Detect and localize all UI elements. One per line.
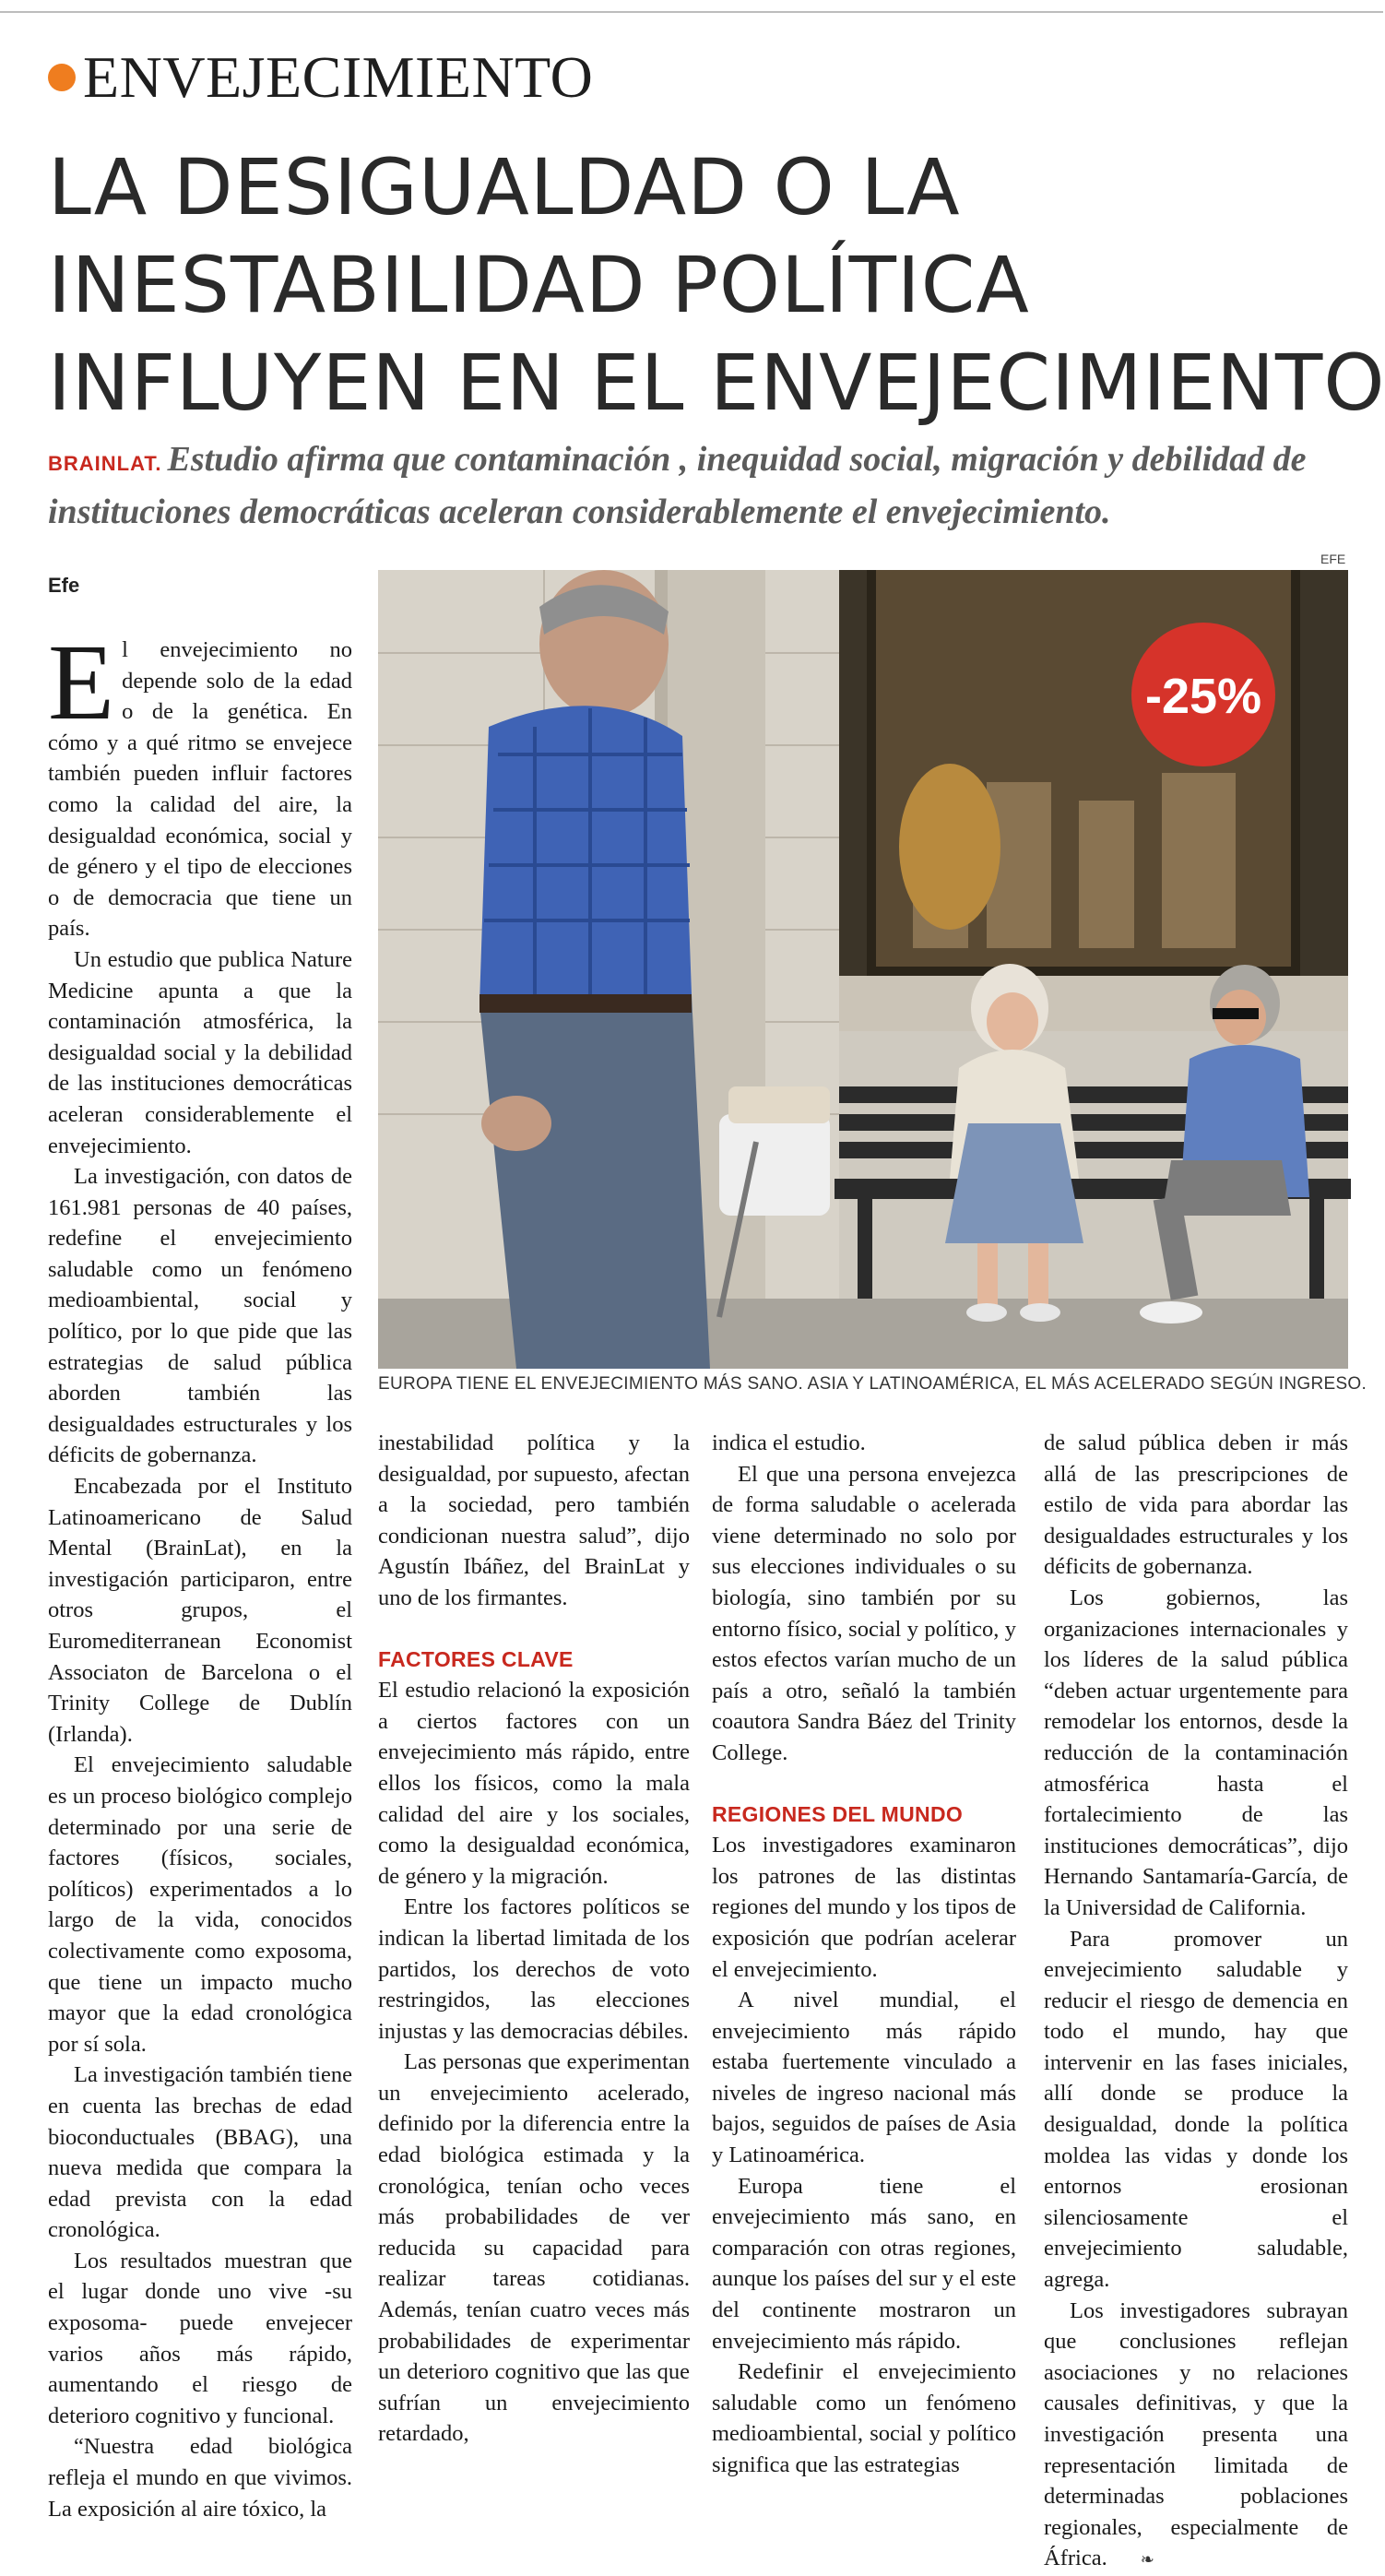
photo-credit: EFE xyxy=(1320,552,1346,566)
headline xyxy=(48,138,1385,432)
deck-text: Estudio afirma que contaminación , inequidad social, migración y debilidad de instituciones democráticas aceleran considerablemente el envejecimiento. xyxy=(48,440,1307,531)
paragraph-text: Los investigadores subrayan que conclusiones reflejan asociaciones y no relaciones causales definitivas, y que la investigación presenta una representación limitada de determinadas poblaciones regionales, especialmente de África. xyxy=(1044,2297,1348,2571)
paragraph xyxy=(1044,2296,1348,2576)
column-4 xyxy=(1044,1428,1348,2576)
paragraph: El envejecimiento saludable es un proceso biológico complejo determinado por una serie de factores (físicos, sociales, políticos) experimentados a lo largo de la vida, conocidos colectivamente como exposoma, que tiene un impacto mucho mayor que la edad cronológica por sí sola. xyxy=(48,1752,352,2057)
subhead-factores-clave: FACTORES CLAVE xyxy=(378,1646,574,1671)
headline-line-1: LA DESIGUALDAD O LA xyxy=(48,142,961,232)
paragraph: “Nuestra edad biológica refleja el mundo en que vivimos. La exposición al aire tóxico, la xyxy=(48,2434,352,2522)
end-of-article-icon: ❧ xyxy=(1140,2550,1154,2570)
paragraph: El que una persona envejezca de forma saludable o acelerada viene determinado no solo por sus elecciones individuales o su biología, sino también por su entorno físico, social y político, y estos efectos varían mucho de un país a otro, señaló la también coautora Sandra Báez del Trinity College. xyxy=(712,1461,1016,1765)
paragraph: Los investigadores examinaron los patrones de las distintas regiones del mundo y los tipos de exposición que podrían acelerar el envejecimiento. xyxy=(712,1833,1016,1982)
paragraph: Para promover un envejecimiento saludable y reducir el riesgo de demencia en todo el mundo, hay que intervenir en las fases iniciales, allí donde se produce la desigualdad, donde la política moldea las vidas y donde los entornos erosionan silenciosamente el envejecimiento saludable, agrega. xyxy=(1044,1926,1348,2293)
deck xyxy=(48,435,1348,536)
subhead-regiones-del-mundo: REGIONES DEL MUNDO xyxy=(712,1801,964,1826)
paragraph: Redefinir el envejecimiento saludable como un fenómeno medioambiental, social y político significa que las estrategias xyxy=(712,2359,1016,2477)
headline-line-2: INESTABILIDAD POLÍTICA xyxy=(48,240,1030,330)
paragraph-text: l envejecimiento no depende solo de la edad o de la genética. En cómo y a qué ritmo se envejece también pueden influir factores como la calidad del aire, la desigualdad económica, social y de género y el tipo de elecciones o de democracia que tiene un país. xyxy=(48,637,352,942)
section-tag xyxy=(48,41,593,114)
paragraph: Los gobiernos, las organizaciones internacionales y los líderes de la salud pública “deben actuar urgentemente para remodelar los entornos, desde la reducción de la contaminación atmosférica hasta el fortalecimiento de las instituciones democráticas”, dijo Hernando Santamaría-García, de la Universidad de California. xyxy=(1044,1585,1348,1920)
paragraph: inestabilidad política y la desigualdad, por supuesto, afectan a la sociedad, pero también condicionan nuestra salud”, dijo Agustín Ibáñez, del BrainLat y uno de los firmantes. xyxy=(378,1430,690,1610)
paragraph: Los resultados muestran que el lugar donde uno vive -su exposoma- puede envejecer varios años más rápido, aumentando el riesgo de deterioro cognitivo y funcional. xyxy=(48,2248,352,2428)
top-rule xyxy=(0,11,1383,13)
byline: Efe xyxy=(48,574,80,597)
paragraph: Encabezada por el Instituto Latinoamericano de Salud Mental (BrainLat), en la investigación participaron, entre otros grupos, el Euromediterranean Economist Associaton de Barcelona o el Trinity College de Dublín (Irlanda). xyxy=(48,1474,352,1747)
column-2 xyxy=(378,1428,690,2450)
news-photo xyxy=(378,570,1348,1369)
paragraph: Un estudio que publica Nature Medicine apunta a que la contaminación atmosférica, la desigualdad social y la debilidad de las instituciones democráticas aceleran considerablemente el envejecimiento. xyxy=(48,946,352,1158)
paragraph: El estudio relacionó la exposición a ciertos factores con un envejecimiento más rápido, entre ellos los físicos, como la mala calidad del aire y los sociales, como la desigualdad económica, de género y la migración. xyxy=(378,1678,690,1889)
section-dot-icon xyxy=(48,64,76,91)
section-label: ENVEJECIMIENTO xyxy=(83,44,594,110)
paragraph: Entre los factores políticos se indican la libertad limitada de los partidos, los derechos de voto restringidos, las elecciones injustas y las democracias débiles. xyxy=(378,1894,690,2044)
column-1 xyxy=(48,622,352,2524)
paragraph: Las personas que experimentan un envejecimiento acelerado, definido por la diferencia entre la edad biológica estimada y la cronológica, tenían ocho veces más probabilidades de ver reducida su capacidad para realizar tareas cotidianas. Además, tenían cuatro veces más probabilidades de experimentar un deterioro cognitivo que las que sufrían un envejecimiento retardado, xyxy=(378,2049,690,2447)
photo-caption: EUROPA TIENE EL ENVEJECIMIENTO MÁS SANO. ASIA Y LATINOAMÉRICA, EL MÁS ACELERADO SEGÚN INGRESO. xyxy=(378,1374,1367,1394)
headline-line-3: INFLUYEN EN EL ENVEJECIMIENTO xyxy=(48,338,1385,428)
paragraph xyxy=(48,622,352,944)
paragraph: Europa tiene el envejecimiento más sano, en comparación con otras regiones, aunque los países del sur y el este del continente mostraron un envejecimiento más rápido. xyxy=(712,2173,1016,2354)
dropcap: E xyxy=(48,622,115,742)
deck-kicker: BRAINLAT. xyxy=(48,452,162,475)
paragraph: indica el estudio. xyxy=(712,1430,866,1455)
paragraph: La investigación también tiene en cuenta las brechas de edad bioconductuales (BBAG), una nueva medida que compara la edad prevista con la edad cronológica. xyxy=(48,2062,352,2243)
column-3 xyxy=(712,1428,1016,2481)
discount-sign-text: -25% xyxy=(1144,669,1262,724)
paragraph: La investigación, con datos de 161.981 personas de 40 países, redefine el envejecimiento saludable como un fenómeno medioambiental, social y político, por lo que pide que las estrategias de salud pública aborden también las desigualdades estructurales y los déficits de gobernanza. xyxy=(48,1164,352,1468)
paragraph: A nivel mundial, el envejecimiento más rápido estaba fuertemente vinculado a niveles de ingreso nacional más bajos, seguidos de países de Asia y Latinoamérica. xyxy=(712,1988,1016,2168)
paragraph: de salud pública deben ir más allá de las prescripciones de estilo de vida para abordar las desigualdades estructurales y los déficits de gobernanza. xyxy=(1044,1430,1348,1580)
